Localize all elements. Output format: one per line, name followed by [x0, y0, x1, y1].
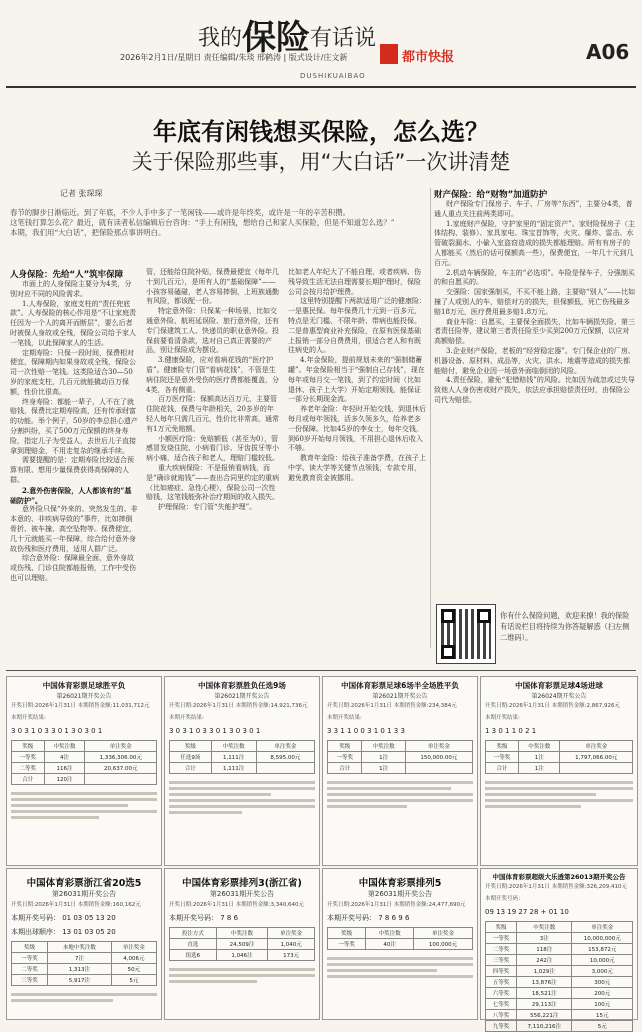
- body-paragraph: 3.健康保险，应对看病花钱的“医疗护盾”。健康险专门管“看病花钱”，不管是生病住院还是意外受伤的医疗费都能覆盖，分4类，各有侧重。: [146, 356, 279, 394]
- lottery-rule: [6, 670, 636, 671]
- column-divider: [430, 188, 431, 648]
- table-cell: 100,000元: [414, 939, 473, 950]
- qr-note: 你有什么保险问题，欢迎来撩！我的保险有话说栏目将持续为你答疑解惑（扫左侧二维码）。: [500, 611, 630, 642]
- lottery-notice: [164, 868, 320, 1020]
- table-cell: 一等奖: [328, 752, 362, 763]
- lottery-issue: 第26024期开奖公告: [531, 693, 587, 700]
- table-cell: 一等奖: [12, 752, 45, 763]
- table-cell: 一等奖: [12, 953, 48, 964]
- table-cell: 1,046注: [216, 950, 267, 961]
- table-cell: 7,110,216注: [517, 1021, 572, 1032]
- lottery-table: [169, 927, 315, 961]
- lottery-notice: [480, 676, 638, 866]
- lottery-numbers: 本期开奖号码： 7 8 6 9 6: [327, 914, 410, 922]
- table-cell: 1,111注: [211, 752, 256, 763]
- lottery-meta: 开奖日期:2026年1月31日 本期销售金额:160,162元: [11, 902, 141, 908]
- dateline: 2026年2月1日/星期日 责任编辑/朱琰 邢鹤涛 | 版式设计/庄文新: [120, 53, 348, 62]
- table-cell: 15元: [572, 1010, 633, 1021]
- table-cell: 29,113注: [517, 999, 572, 1010]
- body-paragraph: 定期寿险：只保一段时间，保费相对便宜，保障期内如果身故或全残，保险公司一次性赔一笔钱。这类险适合30—50岁的家庭支柱，几百元就能撬动百万保额，性价比很高。: [10, 348, 136, 396]
- table-cell: 奖级: [486, 922, 517, 933]
- table-cell: 单注奖金: [268, 928, 315, 939]
- lottery-table: [485, 740, 633, 774]
- table-cell: 300元: [572, 977, 633, 988]
- table-cell: [85, 774, 157, 785]
- lottery-title: 中国体育彩票超级大乐透第26013期开奖公告: [492, 873, 626, 881]
- table-row: [486, 752, 633, 763]
- qr-finder: [441, 645, 455, 659]
- lottery-numbers: 本期开奖号码： 7 8 6: [169, 914, 239, 922]
- lottery-table: [11, 941, 157, 986]
- lottery-table: [485, 921, 633, 1032]
- table-cell: 1注: [519, 752, 560, 763]
- article-column-1: [10, 268, 138, 648]
- lottery-table: [169, 740, 315, 774]
- lottery-table: [11, 740, 157, 785]
- lottery-title: 中国体育彩票足球胜平负: [42, 681, 126, 690]
- lottery-table: [327, 927, 473, 950]
- table-cell: 单注奖金: [414, 928, 473, 939]
- table-row: [486, 1010, 633, 1021]
- table-cell: 1,029注: [517, 966, 572, 977]
- lottery-result: 09 13 19 27 28 + 01 10: [485, 908, 569, 916]
- lottery-issue: 第26031期开奖公告: [209, 890, 275, 898]
- table-cell: 5,917注: [48, 975, 112, 986]
- lottery-issue: 第26021期开奖公告: [56, 693, 112, 700]
- column-title-suffix: 有话说: [310, 26, 377, 51]
- table-row: [328, 752, 473, 763]
- lottery-meta: 本期开奖号码：: [485, 896, 524, 902]
- table-cell: 1注: [362, 763, 405, 774]
- table-cell: 18,521注: [517, 988, 572, 999]
- body-paragraph: 1.人寿保险，家庭支柱的“责任兜底款”。人寿保险的核心作用是“不让家庭责任因为一个人的离开而断层”，要么后者时被保人身故或全残，保险公司给予家人一笔钱，以此保障家人的生活。: [10, 299, 137, 347]
- lottery-result: 3 0 3 1 0 3 3 0 1 3 0 3 0 1: [11, 727, 103, 735]
- lottery-title: 中国体育彩票排列3(浙江省): [182, 878, 302, 889]
- table-cell: 投注方式: [170, 928, 217, 939]
- body-paragraph: 4.责任保险，避免“犯错赔钱”的风险。比如因为疏忽或过失导致他人人身伤害或财产损失，依法应承担赔偿责任时，由保险公司代为赔偿。: [434, 376, 635, 404]
- fine-print: [7, 787, 161, 824]
- intro-paragraph: 本期，我们用“大白话”，把保险那点事讲明白。: [10, 228, 166, 237]
- table-cell: 单注奖金: [560, 741, 633, 752]
- table-cell: 3,000元: [572, 966, 633, 977]
- table-cell: 200元: [572, 988, 633, 999]
- article-column-right: [434, 188, 636, 598]
- qr-finder: [477, 609, 491, 623]
- lottery-meta: 开奖日期:2026年1月31日 本期销售金额:234,384元: [327, 703, 457, 709]
- body-paragraph: 商业车险：自愿买，主要保全面损失，比如车辆损失险、第三者责任险等，建议第三者责任险至少买到200万元保额，以应对高额赔偿。: [434, 317, 635, 346]
- body-paragraph: 交强险：国家强制买，不买不能上路，主要赔“别人”——比如撞了人或别人的车，赔偿对方的损失，但保额低，死亡伤残最多赔18万元，医疗费用最多赔1.8万元。: [434, 288, 636, 316]
- table-cell: 3注: [517, 933, 572, 944]
- table-cell: 中奖注数: [519, 741, 560, 752]
- table-row: [170, 752, 315, 763]
- table-cell: 奖级: [12, 942, 48, 953]
- lottery-result: 3 3 1 1 0 0 3 1 0 1 3 3: [327, 727, 405, 735]
- body-paragraph: 3.企业财产保险，老板的“经营稳定器”。专门保企业的厂房、机器设备、原材料、成品等，火灾、洪水、地震等造成的损失都能赔付，避免企业因一场意外面临倒闭的风险。: [434, 346, 635, 375]
- table-row: [328, 741, 473, 752]
- table-cell: 单注奖金: [572, 922, 633, 933]
- table-row: [170, 939, 315, 950]
- table-cell: 合计: [170, 763, 212, 774]
- table-cell: 20,637.00元: [85, 763, 157, 774]
- table-cell: 1,336,306.00元: [85, 752, 157, 763]
- table-cell: 三等奖: [12, 975, 48, 986]
- body-paragraph: 1.家庭财产保险，守护家里的“固定资产”。家财险保房子（主体结构、装修）、家具家电、珠宝首饰等，火灾、爆炸、雷击、水管破裂漏水、小偷入室盗窃造成的损失都能理赔。所有有房子的人都能买（然后的话可保额高一些），保费便宜，一年几十元到几百元。: [434, 219, 635, 267]
- body-paragraph: 2.机动车辆保险，车主的“必选项”。车险是保车子，分强制买的和自愿买的。: [434, 268, 635, 287]
- table-cell: 一等奖: [486, 752, 519, 763]
- table-cell: 4注: [44, 752, 85, 763]
- table-cell: 八等奖: [486, 1010, 517, 1021]
- table-cell: 50元: [111, 964, 156, 975]
- lottery-notice: [6, 676, 162, 866]
- body-paragraph: 综合意外险：保障最全面，意外身故或伤残、门诊住院都能报销，工作中受伤也可以理赔。: [10, 554, 136, 582]
- table-row: [328, 928, 473, 939]
- lottery-meta: 开奖日期:2026年1月31日 本期销售金额:326,209,410元: [485, 884, 627, 890]
- article-column-2: [146, 268, 280, 648]
- table-cell: 合计: [328, 763, 362, 774]
- table-cell: 奖级: [328, 928, 366, 939]
- table-row: [12, 752, 157, 763]
- lottery-issue: 第26031期开奖公告: [367, 890, 433, 898]
- table-cell: 任选9场: [170, 752, 212, 763]
- table-cell: 九等奖: [486, 1021, 517, 1032]
- table-cell: 奖级: [486, 741, 519, 752]
- lottery-order: 本期出球顺序： 13 01 03 05 20: [11, 928, 116, 936]
- table-row: [486, 966, 633, 977]
- fine-print: [323, 952, 477, 983]
- lottery-meta: 本期开奖结果:: [327, 715, 362, 721]
- lottery-meta: 本期开奖结果:: [485, 715, 520, 721]
- lottery-title: 中国体育彩票胜负任选9场: [198, 681, 286, 690]
- table-cell: 中奖注数: [517, 922, 572, 933]
- column-title-prefix: 我的: [198, 26, 243, 51]
- table-cell: 奖级: [328, 741, 362, 752]
- body-paragraph: 财产保险专门保房子、车子、厂房等“东西”，主要分4类，普通人重点关注前两类即可。: [434, 200, 633, 218]
- table-cell: 中奖注数: [211, 741, 256, 752]
- table-cell: 1,313注: [48, 964, 112, 975]
- table-row: [486, 977, 633, 988]
- article-headline: 年底有闲钱想买保险，怎么选？: [153, 118, 489, 146]
- table-cell: 118注: [517, 944, 572, 955]
- table-cell: 中奖注数: [44, 741, 85, 752]
- lottery-result: 1 3 0 1 1 0 2 1: [485, 727, 537, 735]
- lottery-issue: 第26031期开奖公告: [51, 890, 117, 898]
- logo-mark-icon: [380, 44, 398, 64]
- table-row: [170, 950, 315, 961]
- body-paragraph: 重大疾病保险：不是报销看病钱，而是“确诊就赔钱”——查出合同里约定的重病（比如癌症、急性心梗），保险公司一次性赔钱，这笔钱能弥补治疗期间的收入损失。: [146, 463, 280, 502]
- lottery-meta: 本期开奖结果:: [169, 715, 204, 721]
- table-cell: 六等奖: [486, 988, 517, 999]
- table-row: [486, 741, 633, 752]
- intro-paragraph: 春节的脚步日渐临近。到了年底，不少人手中多了一笔闲钱——或许是年终奖，或许是一年的辛苦积攒。: [10, 208, 350, 217]
- table-cell: 二等奖: [12, 964, 48, 975]
- lottery-notice: [480, 868, 638, 1030]
- table-cell: 150,000.00元: [405, 752, 472, 763]
- table-cell: 三等奖: [486, 955, 517, 966]
- intro-paragraph: 这笔钱打算怎么花？最近，就有读者私信编辑后台咨询：“手上有闲钱，想给自己和家人买保险，但是不知道怎么选？”: [10, 218, 395, 227]
- table-cell: 中奖注数: [216, 928, 267, 939]
- table-row: [12, 953, 157, 964]
- body-paragraph: 市面上的人身保险主要分为4类，分别对应不同的风险需求。: [10, 280, 132, 298]
- article-column-3: [288, 268, 426, 648]
- body-paragraph: 2.意外伤害保险，人人都该有的“基础防护”。: [10, 485, 132, 505]
- table-cell: 24,509注: [216, 939, 267, 950]
- fine-print: [481, 776, 637, 813]
- table-cell: 单注奖金: [256, 741, 314, 752]
- lottery-title: 中国体育彩票足球4场进球: [515, 681, 603, 690]
- lottery-result: 3 0 3 1 0 3 3 0 1 3 0 3 0 1: [169, 727, 261, 735]
- table-row: [486, 763, 633, 774]
- article-subhead: 关于保险那些事，用“大白话”一次讲清楚: [131, 150, 511, 174]
- body-paragraph: 意外险只保“外来的、突然发生的、非本意的、非疾病导致的”事件，比如摔倒骨折、被车撞、高空坠物等。保费便宜，几十元就能买一年保障，综合给付意外身故伤残和医疗费用，适用人群广泛。: [10, 505, 138, 553]
- table-cell: 5元: [572, 1021, 633, 1032]
- header-rule: [6, 86, 636, 88]
- body-paragraph: 比如老人年纪大了不能自理，或者疾病、伤残导致生活无法自理需要长期护理时，保险公司会按月给护理费。: [288, 268, 421, 296]
- qr-finder: [441, 609, 455, 623]
- table-row: [170, 741, 315, 752]
- table-cell: 单注奖金: [111, 942, 156, 953]
- table-cell: 直选: [170, 939, 217, 950]
- fine-print: [165, 963, 319, 988]
- table-cell: 单注奖金: [405, 741, 472, 752]
- table-row: [486, 933, 633, 944]
- table-row: [486, 922, 633, 933]
- table-cell: 10,000元: [572, 955, 633, 966]
- table-row: [12, 964, 157, 975]
- table-row: [328, 763, 473, 774]
- table-cell: 13,876注: [517, 977, 572, 988]
- table-cell: 奖级: [12, 741, 45, 752]
- table-cell: [560, 763, 633, 774]
- table-cell: 一等奖: [328, 939, 366, 950]
- page-header: [0, 0, 642, 80]
- table-row: [328, 939, 473, 950]
- table-cell: 1注: [519, 763, 560, 774]
- lottery-title: 中国体育彩票浙江省20选5: [26, 878, 142, 889]
- fine-print: [7, 988, 161, 1007]
- table-row: [12, 942, 157, 953]
- table-cell: 二等奖: [486, 944, 517, 955]
- table-cell: 奖级: [170, 741, 212, 752]
- table-cell: 40注: [366, 939, 414, 950]
- lottery-meta: 开奖日期:2026年1月31日 本期销售金额:3,340,640元: [169, 902, 304, 908]
- table-row: [170, 763, 315, 774]
- table-cell: 7注: [48, 953, 112, 964]
- body-paragraph: 百万医疗险：保额高达百万元，主要管住院花钱，保费与年龄相关，20多岁的年轻人每年只需几百元，性价比非常高，通常有1万元免赔额。: [146, 395, 279, 433]
- table-cell: 合计: [486, 763, 519, 774]
- table-cell: 中奖注数: [366, 928, 414, 939]
- table-cell: [256, 763, 314, 774]
- table-cell: 组选6: [170, 950, 217, 961]
- table-cell: 中奖注数: [362, 741, 405, 752]
- body-paragraph: 养老年金险：年轻时开始交钱，到退休后每月或每年领钱，活多久领多久，给养老多一份保障。比如45岁的李女士，每年交钱，到60岁开始每月领钱，不用担心退休后收入不够。: [288, 405, 426, 453]
- lottery-meta: 开奖日期:2026年1月31日 本期销售金额:11,031,712元: [11, 703, 150, 709]
- body-paragraph: 终身寿险：都能一辈子，人不在了就赔钱，保费比定期寿险高，还有传承财富的功能。举个例子，50岁的李总担心遗产分割纠纷，买了500万元保额的终身寿险，指定儿子为受益人，去世后儿子直接拿到理赔金，不用走复杂的继承手续。: [10, 397, 138, 455]
- lottery-meta: 本期开奖结果:: [11, 715, 46, 721]
- lottery-meta: 开奖日期:2026年1月31日 本期销售金额:14,921,736元: [169, 703, 308, 709]
- table-row: [12, 763, 157, 774]
- lottery-meta: 开奖日期:2026年1月31日 本期销售金额:2,867,926元: [485, 703, 620, 709]
- lottery-notice: [322, 676, 478, 866]
- body-paragraph: 护理保险：专门管“失能护理”。: [158, 503, 257, 512]
- section-heading: 人身保险：先给“人”筑牢保障: [10, 270, 124, 280]
- table-cell: 七等奖: [486, 999, 517, 1010]
- table-cell: 4,006元: [111, 953, 156, 964]
- table-row: [486, 999, 633, 1010]
- lottery-title: 中国体育彩票足球6场半全场胜平负: [341, 681, 459, 690]
- table-cell: 5元: [111, 975, 156, 986]
- table-cell: 本地中奖注数: [48, 942, 112, 953]
- table-cell: 四等奖: [486, 966, 517, 977]
- page-number: A06: [586, 40, 630, 64]
- body-paragraph: 教育年金险：给孩子准备学费，在孩子上中学、读大学等关键节点领钱，专款专用，避免教育资金被挪用。: [288, 454, 426, 482]
- lottery-issue: 第26021期开奖公告: [214, 693, 270, 700]
- lottery-issue: 第26021期开奖公告: [372, 693, 428, 700]
- table-cell: 1,040元: [268, 939, 315, 950]
- table-cell: 120注: [44, 774, 85, 785]
- article-byline: 记者 张琛琛: [60, 189, 103, 198]
- table-cell: 8,595.00元: [256, 752, 314, 763]
- table-row: [486, 988, 633, 999]
- table-row: [12, 975, 157, 986]
- lottery-numbers: 本期开奖号码： 01 03 05 13 20: [11, 914, 116, 922]
- table-row: [486, 955, 633, 966]
- column-title-main: 保险: [242, 18, 311, 58]
- body-paragraph: 小额医疗险：免赔额低（甚至为0），管感冒发烧住院、小病看门诊、牙齿拔牙等小病小痛，适合孩子和老人，理赔门槛较低。: [146, 434, 279, 463]
- table-cell: 合计: [12, 774, 45, 785]
- table-cell: 单注奖金: [85, 741, 157, 752]
- table-cell: 10,000,000元: [572, 933, 633, 944]
- table-row: [486, 944, 633, 955]
- table-row: [12, 774, 157, 785]
- fine-print: [323, 776, 477, 813]
- fine-print: [165, 776, 319, 819]
- body-paragraph: 需要提醒的是：定期寿险比较适合预算有限、想用少量保费获得高保障的人群。: [10, 456, 134, 484]
- table-cell: 五等奖: [486, 977, 517, 988]
- table-cell: 153,872元: [572, 944, 633, 955]
- lottery-notice: [6, 868, 162, 1020]
- lottery-title: 中国体育彩票排列5: [358, 878, 442, 889]
- table-cell: 173元: [268, 950, 315, 961]
- lottery-notice: [322, 868, 478, 1020]
- body-paragraph: 特定意外险：只保某一种场景，比如交通意外险、航班延误险、旅行意外险，还有专门保建筑工人、快递员的职业意外险。投保前要看清条款，选对自己真正需要的产品，别让保险成为摆设。: [146, 307, 279, 355]
- table-cell: 二等奖: [12, 763, 45, 774]
- body-paragraph: 管，还能给住院补贴，保费最便宜（每年几十到几百元），是所有人的“基础保障”——小孩容易磕碰，老人容易摔倒，上班族通勤有风险，都该配一份。: [146, 268, 279, 306]
- table-cell: [405, 763, 472, 774]
- lottery-table: [327, 740, 473, 774]
- table-row: [12, 741, 157, 752]
- table-row: [486, 1021, 633, 1032]
- qr-code-icon: [436, 604, 496, 664]
- table-cell: 1,797,066.00元: [560, 752, 633, 763]
- table-row: [170, 928, 315, 939]
- table-cell: 1注: [362, 752, 405, 763]
- body-paragraph: 4.年金保险，提前规划未来的“强制储蓄罐”。年金保险相当于“强制自己存钱”，现在每年或每月交一笔钱，到了约定时间（比如退休、孩子上大学）开始定期领钱，能保证一部分长期现金流。: [288, 356, 425, 404]
- logo-text: 都市快报: [402, 50, 455, 65]
- lottery-notice: [164, 676, 320, 866]
- section-heading: 财产保险：给“财物”加道防护: [434, 190, 548, 200]
- table-cell: 1,111注: [211, 763, 256, 774]
- table-cell: 242注: [517, 955, 572, 966]
- newspaper-logo: [380, 44, 455, 66]
- article-intro: [10, 208, 428, 238]
- table-cell: 116注: [44, 763, 85, 774]
- body-paragraph: 这里特别提醒下两款适用广泛的健康险：一是惠民保。每年保费几十元到一百多元，特点是无门槛、不限年龄、带病也能投保。二是普惠型商业补充保险，在原有医保基础上报销一部分自费费用，很适合老人和有既往病史的人。: [288, 297, 426, 355]
- logo-pinyin: DUSHIKUAIBAO: [300, 72, 366, 80]
- table-cell: 一等奖: [486, 933, 517, 944]
- table-cell: 556,221注: [517, 1010, 572, 1021]
- lottery-meta: 开奖日期:2026年1月31日 本期销售金额:24,477,690元: [327, 902, 466, 908]
- table-cell: 100元: [572, 999, 633, 1010]
